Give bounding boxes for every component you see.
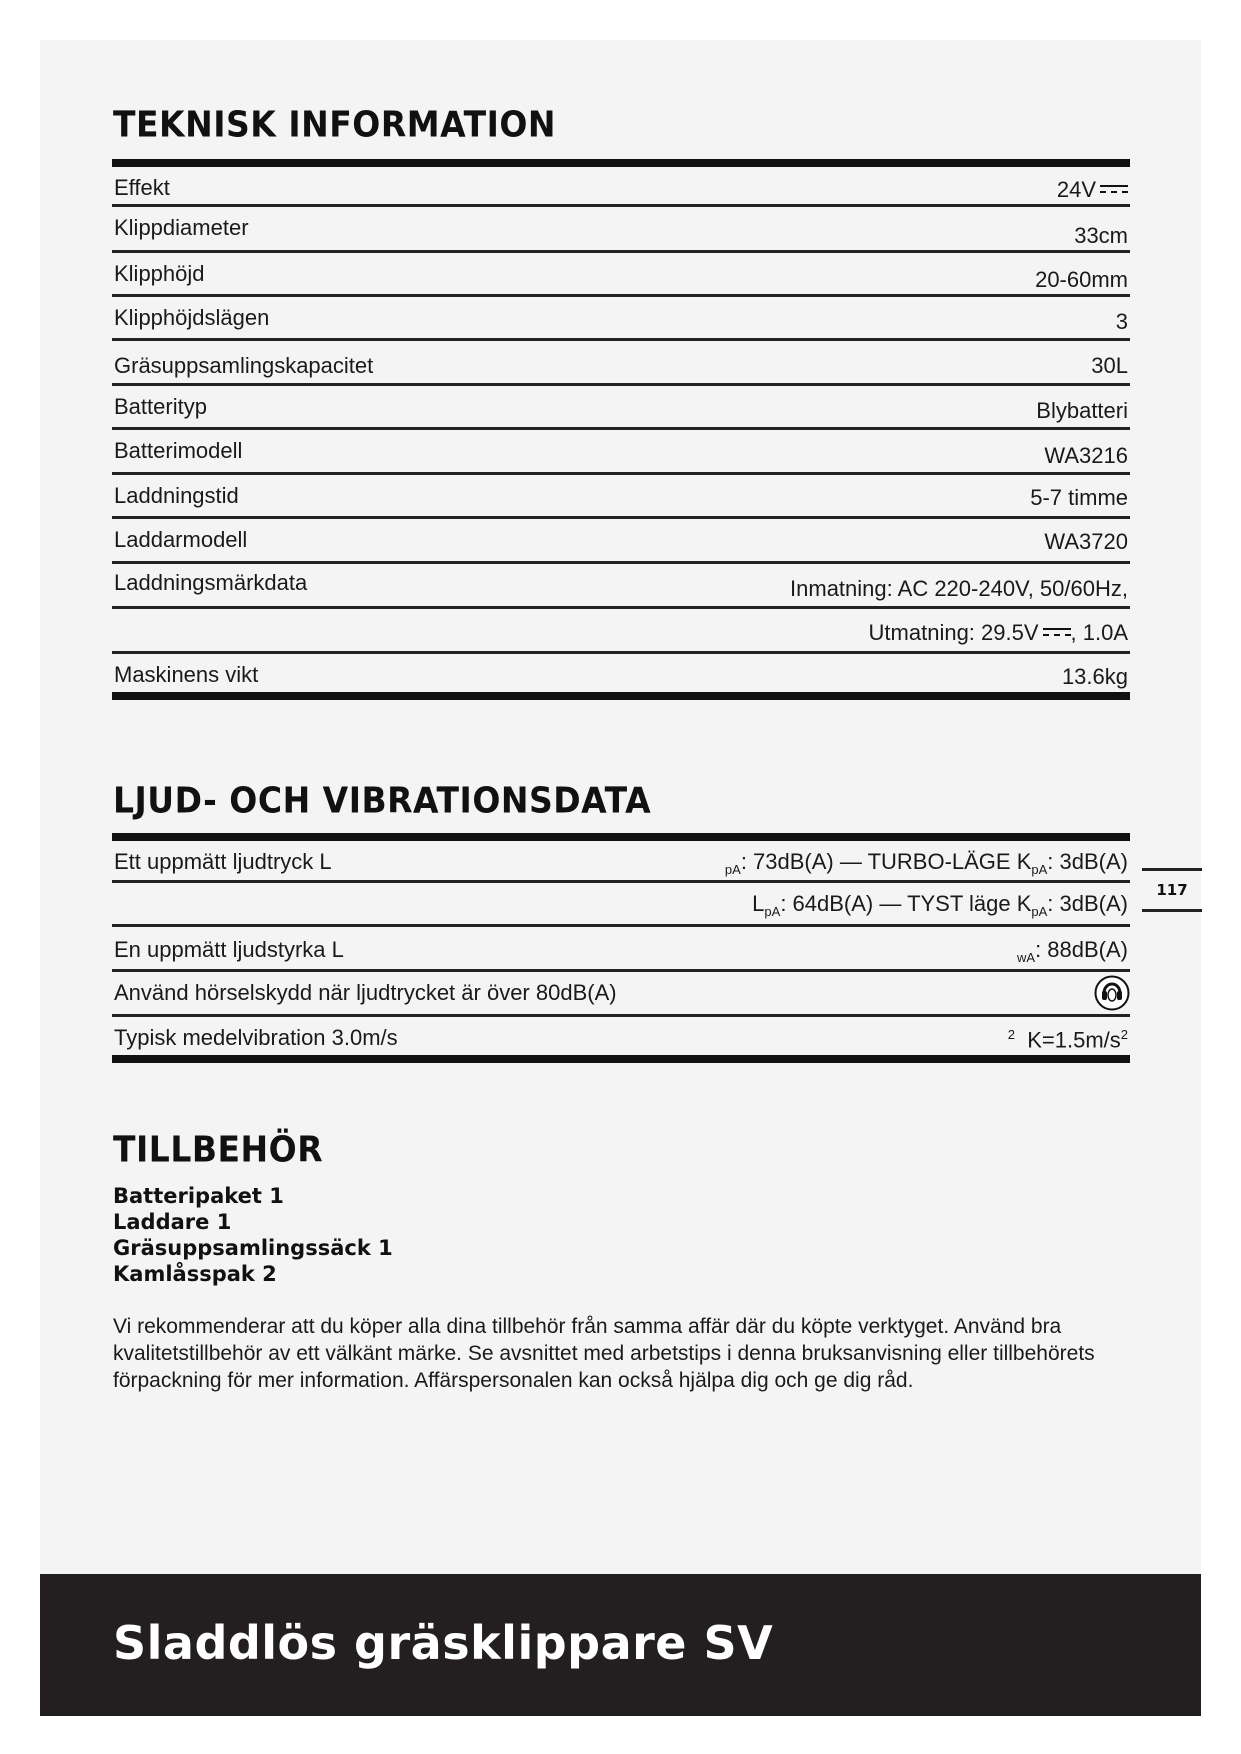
sound-value-pre: L bbox=[752, 891, 765, 916]
spec-value bbox=[869, 620, 1128, 646]
sound-value bbox=[725, 849, 1128, 877]
spec-row-klipphojdslagen bbox=[112, 297, 1130, 341]
spec-label: Klipphöjdslägen bbox=[114, 305, 270, 330]
spec-value: Blybatteri bbox=[1036, 398, 1128, 423]
spec-label: Laddningstid bbox=[114, 483, 239, 508]
spec-row-vikt bbox=[112, 654, 1130, 694]
spec-value bbox=[1057, 177, 1128, 203]
spec-value: 30L bbox=[1091, 353, 1128, 378]
sound-value-mid: : 73dB(A) — TURBO-LÄGE K bbox=[740, 849, 1032, 874]
sound-label: Använd hörselskydd när ljudtrycket är över 80dB(A) bbox=[114, 980, 617, 1005]
spec-row-effekt bbox=[112, 167, 1130, 207]
sound-value-mid: : 64dB(A) — TYST läge K bbox=[780, 891, 1032, 916]
spec-value-pre: Utmatning: 29.5V bbox=[868, 620, 1039, 645]
tech-info-top-rule bbox=[112, 159, 1130, 167]
spec-value: 5-7 timme bbox=[1030, 485, 1128, 510]
sound-vibration-heading: LJUD- OCH VIBRATIONSDATA bbox=[113, 779, 652, 822]
footer-bar bbox=[40, 1574, 1201, 1716]
subscript: pA bbox=[1031, 904, 1048, 919]
accessory-item: Gräsuppsamlingssäck 1 bbox=[113, 1236, 393, 1260]
spec-row-batterimodell bbox=[112, 430, 1130, 475]
spec-value: WA3216 bbox=[1044, 443, 1128, 468]
superscript: 2 bbox=[1007, 1027, 1015, 1042]
spec-value-post: , 1.0A bbox=[1070, 620, 1128, 645]
spec-label: Maskinens vikt bbox=[114, 662, 259, 687]
footer-title: Sladdlös gräsklippare SV bbox=[113, 1616, 774, 1670]
dc-symbol-icon bbox=[1043, 627, 1071, 639]
tech-info-heading: TEKNISK INFORMATION bbox=[113, 103, 557, 146]
page-number: 117 bbox=[1142, 868, 1202, 912]
spec-label: Effekt bbox=[114, 175, 170, 200]
accessory-item: Kamlåsspak 2 bbox=[113, 1262, 277, 1286]
spec-label: Batterimodell bbox=[114, 438, 243, 463]
sound-label: Typisk medelvibration 3.0m/s bbox=[114, 1025, 398, 1050]
accessory-item: Laddare 1 bbox=[113, 1210, 232, 1234]
spec-row-batterityp bbox=[112, 386, 1130, 430]
spec-row-klippdiameter bbox=[112, 207, 1130, 253]
spec-value: WA3720 bbox=[1044, 529, 1128, 554]
superscript: 2 bbox=[1120, 1027, 1128, 1042]
spec-label: Batterityp bbox=[114, 394, 207, 419]
sound-value bbox=[1017, 937, 1128, 965]
spec-row-laddningsmarkdata bbox=[112, 564, 1130, 609]
subscript: pA bbox=[724, 862, 741, 877]
accessories-heading: TILLBEHÖR bbox=[113, 1128, 324, 1171]
accessories-paragraph: Vi rekommenderar att du köper alla dina tillbehör från samma affär där du köpte verktyget. Använd bra kvalitetstillbehör av ett välkänt märke. Se avsnittet med arbetstips i denna bruksanvisning eller tillbehörets förpackning för mer information. Affärspersonalen kan också hjälpa dig och ge dig råd. bbox=[113, 1315, 1095, 1392]
accessories-list bbox=[113, 1183, 393, 1287]
spec-value-text: 24V bbox=[1056, 177, 1096, 202]
sound-value-end: : 3dB(A) bbox=[1047, 849, 1128, 874]
subscript: pA bbox=[764, 904, 781, 919]
sound-row-hearing-protection bbox=[112, 972, 1130, 1017]
sound-bottom-rule bbox=[112, 1055, 1130, 1063]
sound-row-power bbox=[112, 927, 1130, 972]
spec-value: 3 bbox=[1115, 309, 1128, 334]
spec-label: Laddarmodell bbox=[114, 527, 248, 552]
spec-row-klipphojd bbox=[112, 253, 1130, 297]
sound-value bbox=[1008, 1027, 1128, 1053]
spec-value: 33cm bbox=[1074, 223, 1128, 248]
subscript: pA bbox=[1031, 862, 1048, 877]
sound-row-pressure-tyst bbox=[112, 883, 1130, 927]
spec-label: Klippdiameter bbox=[114, 215, 249, 240]
spec-row-utmatning bbox=[112, 609, 1130, 654]
spec-label: Klipphöjd bbox=[114, 261, 205, 286]
spec-label: Gräsuppsamlingskapacitet bbox=[114, 353, 374, 378]
sound-value-end: : 88dB(A) bbox=[1035, 937, 1128, 962]
spec-row-laddarmodell bbox=[112, 519, 1130, 564]
accessory-item: Batteripaket 1 bbox=[113, 1184, 284, 1208]
spec-label: Laddningsmärkdata bbox=[114, 570, 308, 595]
sound-value-end: : 3dB(A) bbox=[1047, 891, 1128, 916]
sound-label: Ett uppmätt ljudtryck L bbox=[114, 849, 332, 874]
spec-value: 20-60mm bbox=[1035, 267, 1128, 292]
subscript: wA bbox=[1017, 950, 1036, 965]
sound-value bbox=[752, 891, 1128, 919]
dc-symbol-icon bbox=[1100, 184, 1128, 196]
sound-label: En uppmätt ljudstyrka L bbox=[114, 937, 344, 962]
spec-value: Inmatning: AC 220-240V, 50/60Hz, bbox=[790, 576, 1128, 601]
spec-row-grasuppsamling bbox=[112, 341, 1130, 386]
sound-value-text: K=1.5m/s bbox=[1027, 1027, 1121, 1053]
spec-value: 13.6kg bbox=[1061, 664, 1128, 689]
sound-row-pressure-turbo bbox=[112, 841, 1130, 883]
sound-row-vibration bbox=[112, 1017, 1130, 1057]
ear-protection-icon bbox=[1094, 975, 1130, 1011]
spec-row-laddningstid bbox=[112, 475, 1130, 519]
sound-top-rule bbox=[112, 833, 1130, 841]
tech-info-bottom-rule bbox=[112, 692, 1130, 700]
